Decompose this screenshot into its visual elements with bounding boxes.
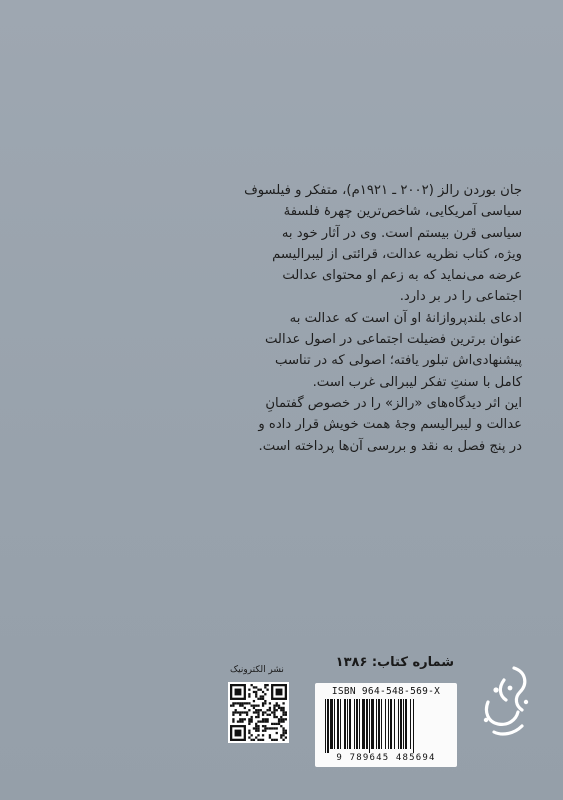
blurb-line: ویژه، کتاب نظریه عدالت، قرائتی از لیبرالیسم — [272, 246, 522, 262]
blurb-text — [228, 180, 522, 457]
isbn-label: ISBN 964-548-569-X — [331, 686, 441, 697]
blurb-line: این اثر دیدگاه‌های «رالز» را در خصوص گفتمانِ — [265, 395, 522, 411]
barcode-icon — [323, 699, 449, 753]
blurb-line: ادعای بلندپروازانهٔ او آن است که عدالت به — [289, 310, 522, 326]
blurb-line: سیاسی قرن بیستم است. وی در آثار خود به — [281, 225, 522, 241]
qr-code — [228, 682, 289, 743]
blurb-line: در پنج فصل به نقد و بررسی آن‌ها پرداخته است. — [258, 438, 522, 454]
blurb-line: عرضه می‌نماید که به زعم او محتوای عدالت — [282, 268, 522, 284]
blurb-line: سیاسی آمریکایی، شاخص‌ترین چهرهٔ فلسفهٔ — [283, 204, 522, 220]
blurb-line: عنوان برترین فضیلت اجتماعی در اصول عدالت — [264, 332, 522, 348]
blurb-line: عدالت و لیبرالیسم وجهٔ همت خویش قرار داده و — [258, 417, 522, 433]
blurb-line: کامل با سنتِ تفکر لیبرالی غرب است. — [312, 374, 522, 390]
isbn-barcode — [315, 683, 457, 767]
publisher-logo-icon — [474, 662, 534, 740]
blurb-line: اجتماعی را در بر دارد. — [399, 289, 522, 305]
book-number: شماره کتاب: ۱۳۸۶ — [335, 655, 454, 670]
electronic-publishing-label: نشر الکترونیک — [230, 665, 284, 675]
blurb-line: جان بوردن رالز (۲۰۰۲ ـ ۱۹۲۱م)، متفکر و فیلسوف — [244, 183, 522, 198]
ean-digits: 9 789645 485694 — [336, 753, 436, 763]
blurb-line: پیشنهادی‌اش تبلور یافته؛ اصولی که در تناسب — [275, 353, 522, 369]
qr-code-icon — [230, 684, 287, 741]
